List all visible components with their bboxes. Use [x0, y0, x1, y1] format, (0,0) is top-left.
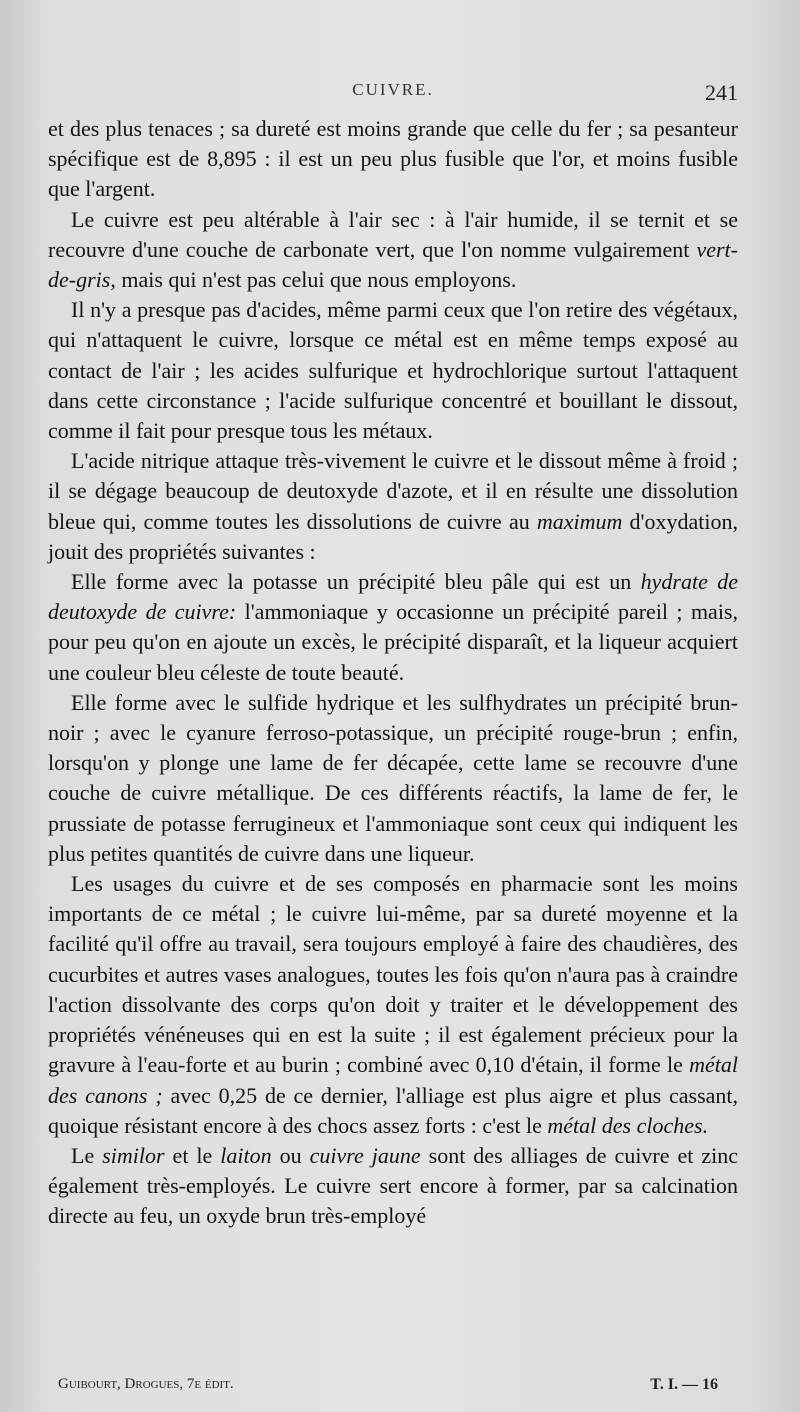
paragraph — [48, 1141, 738, 1232]
text-run: Elle forme avec le sulfide hydrique et les sulfhydrates un précipité brun-noir ; avec le cyanure ferroso-potassique, un précipité rouge-brun ; enfin, lorsqu'on y plonge une lame de fer décapée, cette lame se recouvre d'une couche de cuivre métallique. De ces différents réactifs, la lame de fer, le prussiate de potasse ferrugineux et l'ammoniaque sont ceux qui indiquent les plus petites quantités de cuivre dans une liqueur. — [48, 689, 738, 866]
text-run: sont des alliages de cuivre et zinc également très-employés. Le cuivre sert encore à former, par sa calcination directe au feu, un oxyde brun très-employé — [48, 1142, 739, 1229]
italic-term: laiton — [220, 1142, 272, 1168]
footer-sheet-number: T. I. — 16 — [650, 1376, 718, 1393]
page-footer — [58, 1376, 738, 1400]
body-text — [48, 114, 738, 1232]
italic-term: métal des cloches. — [547, 1112, 709, 1138]
paragraph — [48, 567, 738, 688]
footer-signature: Guibourt, Drogues, 7e édit. — [58, 1376, 234, 1392]
text-run: et le — [164, 1142, 221, 1168]
text-run: Il n'y a presque pas d'acides, même parmi ceux que l'on retire des végétaux, qui n'attaquent le cuivre, lorsque ce métal est en même temps exposé au contact de l'air ; les acides sulfurique et hydrochlorique surtout l'attaquent dans cette circonstance ; l'acide sulfurique concentré et bouillant le dissout, comme il fait pour presque tous les métaux. — [48, 297, 738, 444]
text-run: l'ammoniaque y occasionne un précipité pareil ; mais, pour peu qu'on en ajoute un excès, le précipité disparaît, et la liqueur acquiert une couleur bleu céleste de toute beauté. — [48, 599, 738, 685]
italic-term: métal des canons ; — [48, 1052, 738, 1108]
italic-term: vert-de-gris — [48, 236, 738, 293]
text-run: , mais qui n'est pas celui que nous employons. — [110, 267, 517, 293]
text-run: Les usages du cuivre et de ses composés en pharmacie sont les moins importants de ce métal ; le cuivre lui-même, par sa dureté moyenne et la facilité qu'il offre au travail, sera toujours employé à faire des chaudières, des cucurbites et autres vases analogues, toutes les fois qu'on n'aura pas à craindre l'action dissolvante des corps qu'on doit y traiter et le développement des propriétés vénéneuses qui en est la suite ; il est également précieux pour la gravure à l'eau-forte et au burin ; combiné avec 0,10 d'étain, il forme le — [48, 871, 738, 1078]
italic-term: cuivre jaune — [309, 1142, 421, 1168]
page-number: 241 — [705, 80, 738, 105]
italic-term: maximum — [536, 508, 623, 534]
paragraph — [48, 446, 738, 567]
paragraph — [48, 205, 738, 296]
text-run: Elle forme avec la potasse un précipité bleu pâle qui est un — [71, 569, 641, 595]
italic-term: similor — [102, 1142, 165, 1168]
page-header — [48, 80, 738, 110]
italic-term: hydrate de deutoxyde de cuivre: — [48, 569, 739, 625]
text-run: d'oxydation, jouit des propriétés suivantes : — [48, 508, 738, 564]
text-run: Le — [71, 1142, 103, 1168]
text-run: avec 0,25 de ce dernier, l'alliage est plus aigre et plus cassant, quoique résistant encore à des chocs assez forts : c'est le — [48, 1082, 739, 1138]
paragraph — [48, 688, 738, 869]
running-head: CUIVRE. — [352, 80, 434, 99]
paragraph — [48, 869, 738, 1141]
paragraph — [48, 114, 738, 205]
text-run: ou — [271, 1142, 310, 1168]
paragraph — [48, 295, 738, 446]
text-run: et des plus tenaces ; sa dureté est moins grande que celle du fer ; sa pesanteur spécifique est de 8,895 : il est un peu plus fusible que l'or, et moins fusible que l'argent. — [48, 116, 738, 202]
text-run: Le cuivre est peu altérable à l'air sec : à l'air humide, il se ternit et se recouvre d'une couche de carbonate vert, que l'on nomme vulgairement — [48, 206, 738, 262]
text-run: L'acide nitrique attaque très-vivement le cuivre et le dissout même à froid ; il se dégage beaucoup de deutoxyde d'azote, et il en résulte une dissolution bleue qui, comme toutes les dissolutions de cuivre au — [48, 448, 738, 534]
